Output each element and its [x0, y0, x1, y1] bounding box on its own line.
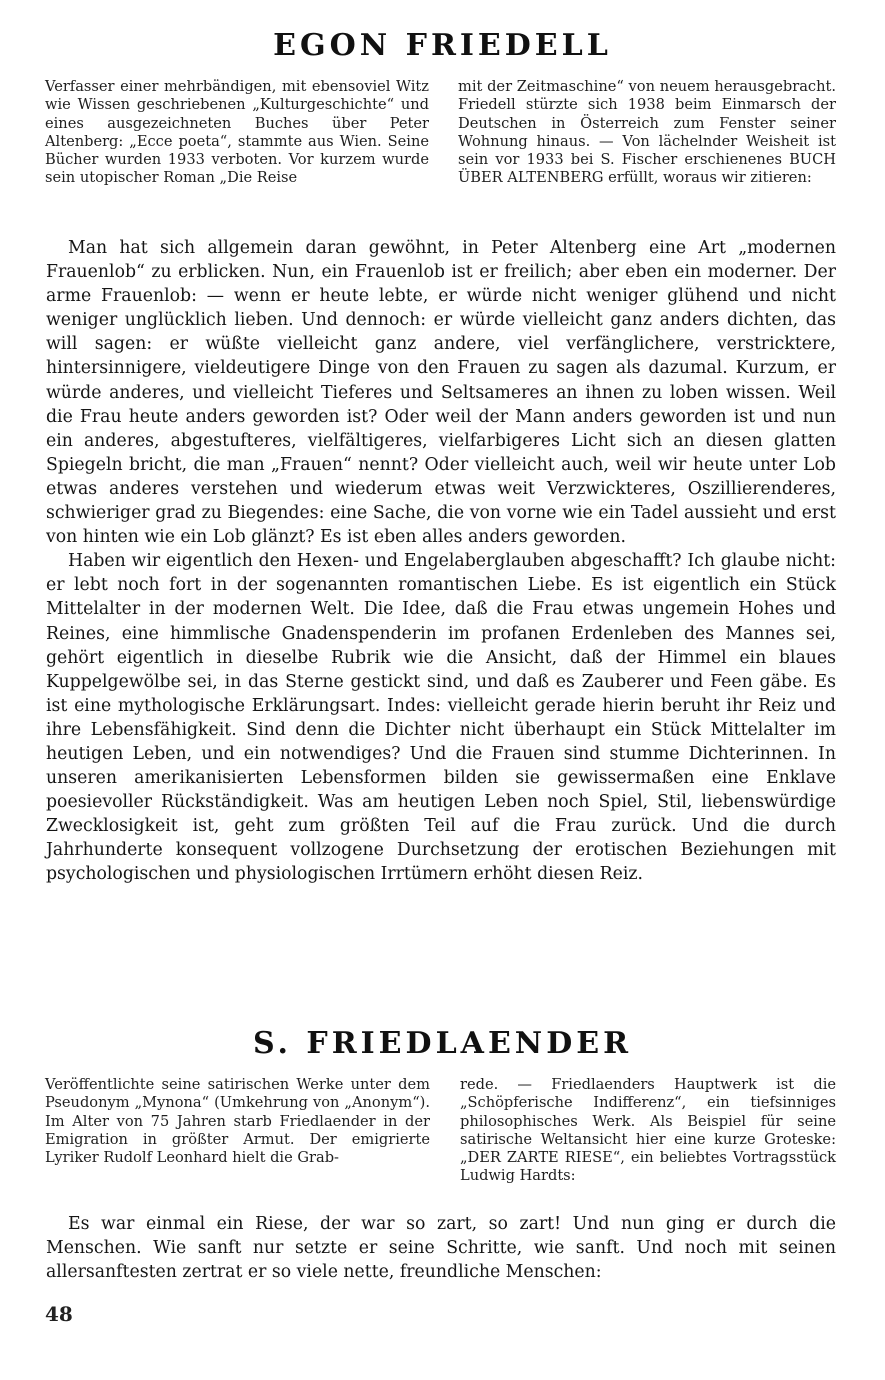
- friedlaender-paragraph-1: Es war einmal ein Riese, der war so zart, so zart! Und nun ging er durch die Menschen. Wie sanft nur setzte er seine Schritte, wie sanft. Und noch mit seinen allersanftesten zertrat er so viele nette, freundliche Menschen:: [46, 1214, 836, 1283]
- friedell-heading: EGON FRIEDELL: [273, 28, 612, 63]
- friedell-excerpt: [46, 236, 836, 887]
- friedell-intro-right-column: mit der Zeitmaschine“ von neuem herausgebracht. Friedell stürzte sich 1938 beim Einmarsch der Deutschen in Österreich zum Fenster seiner Wohnung hinaus. — Von lächelnder Weisheit ist sein vor 1933 bei S. Fischer erschienenes BUCH ÜBER ALTENBERG erfüllt, woraus wir zitieren:: [458, 78, 836, 187]
- friedlaender-heading: S. FRIEDLAENDER: [252, 1026, 633, 1061]
- friedlaender-excerpt: [46, 1212, 836, 1284]
- friedell-intro-left-column: Verfasser einer mehrbändigen, mit ebensoviel Witz wie Wissen geschriebenen „Kulturgeschichte“ und eines ausgezeichneten Buches über Peter Altenberg: „Ecce poeta“, stammte aus Wien. Seine Bücher wurden 1933 verboten. Vor kurzem wurde sein utopischer Roman „Die Reise: [45, 78, 429, 187]
- friedell-paragraph-1: Man hat sich allgemein daran gewöhnt, in Peter Altenberg eine Art „modernen Frauenlob“ zu erblicken. Nun, ein Frauenlob ist er freilich; aber eben ein moderner. Der arme Frauenlob: — wenn er heute lebte, er würde nicht weniger glühend und nicht weniger unglücklich lieben. Und dennoch: er würde vielleicht ganz anders dichten, das will sagen: er wüßte vielleicht ganz andere, viel verfänglichere, verstricktere, hintersinnigere, vieldeutigere Dinge von den Frauen zu sagen als dazumal. Kurzum, er würde anderes, und vielleicht Tieferes und Seltsameres an ihnen zu loben wissen. Weil die Frau heute anders geworden ist? Oder weil der Mann anders geworden ist und nun ein anderes, abgestufteres, vielfältigeres, vielfarbigeres Licht sich an diesen glatten Spiegeln bricht, die man „Frauen“ nennt? Oder vielleicht auch, weil wir heute unter Lob etwas anderes verstehen und wiederum etwas weit Verzwickteres, Oszillierenderes, schwieriger grad zu Biegendes: eine Sache, die von vorne wie ein Tadel aussieht und erst von hinten wie ein Lob glänzt? Es ist eben alles anders geworden.: [46, 238, 836, 548]
- friedlaender-intro-left-column: Veröffentlichte seine satirischen Werke unter dem Pseudonym „Mynona“ (Umkehrung von „Anonym“). Im Alter von 75 Jahren starb Friedlaender in der Emigration in größter Armut. Der emigrierte Lyriker Rudolf Leonhard hielt die Grab-: [45, 1076, 430, 1167]
- friedell-paragraph-2: Haben wir eigentlich den Hexen- und Engelaberglauben abgeschafft? Ich glaube nicht: er lebt noch fort in der sogenannten romantischen Liebe. Es ist eigentlich ein Stück Mittelalter in der modernen Welt. Die Idee, daß die Frau etwas ungemein Hohes und Reines, eine himmlische Gnadenspenderin im profanen Erdenleben des Mannes sei, gehört eigentlich in dieselbe Rubrik wie die Ansicht, daß der Himmel ein blaues Kuppelgewölbe sei, in das Sterne gestickt sind, und daß es Zauberer und Feen gäbe. Es ist eine mythologische Erklärungsart. Indes: vielleicht gerade hierin beruht ihr Reiz und ihre Lebensfähigkeit. Sind denn die Dichter nicht überhaupt ein Stück Mittelalter im heutigen Leben, und ein notwendiges? Und die Frauen sind stumme Dichterinnen. In unseren amerikanisierten Lebensformen bilden sie gewissermaßen eine Enklave poesievoller Rückständigkeit. Was am heutigen Leben noch Spiel, Stil, liebenswürdige Zwecklosigkeit ist, geht zum größten Teil auf die Frau zurück. Und die durch Jahrhunderte konsequent vollzogene Durchsetzung der erotischen Beziehungen mit psychologischen und physiologischen Irrtümern erhöht diesen Reiz.: [46, 551, 836, 885]
- page-number: 48: [45, 1302, 73, 1326]
- friedlaender-intro-right-column: rede. — Friedlaenders Hauptwerk ist die „Schöpferische Indifferenz“, ein tiefsinniges philosophisches Werk. Als Beispiel für seine satirische Weltansicht hier eine kurze Groteske: „DER ZARTE RIESE“, ein beliebtes Vortragsstück Ludwig Hardts:: [460, 1076, 836, 1185]
